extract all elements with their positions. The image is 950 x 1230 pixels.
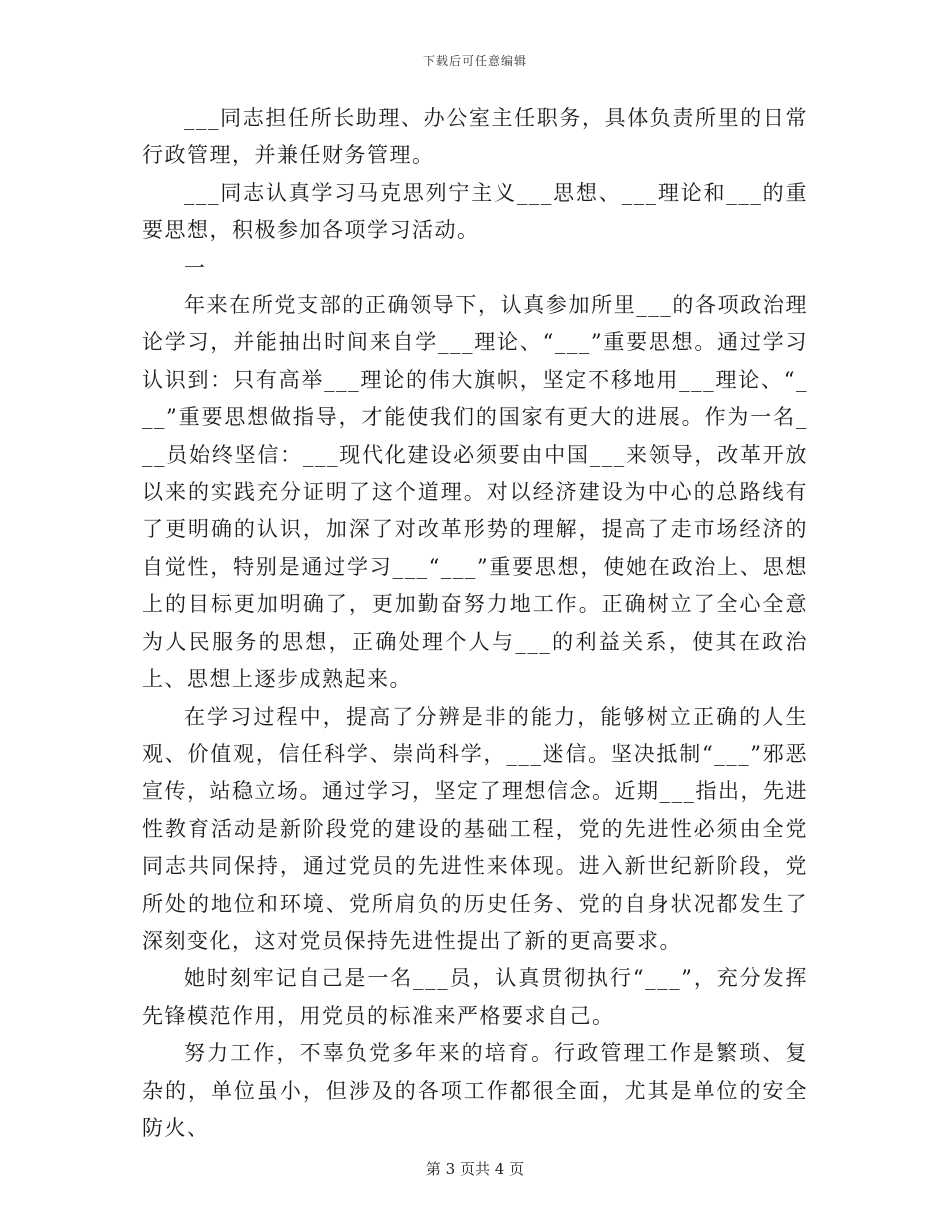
paragraph: 努力工作，不辜负党多年来的培育。行政管理工作是繁琐、复杂的，单位虽小，但涉及的各项工作都很全面，尤其是单位的安全防火、 <box>142 1041 808 1140</box>
paragraph: 一 <box>184 255 207 280</box>
paragraph: ___同志认真学习马克思列宁主义___思想、___理论和___的重要思想，积极参加各项学习活动。 <box>142 180 808 243</box>
paragraph: ___同志担任所长助理、办公室主任职务，具体负责所里的日常行政管理，并兼任财务管理。 <box>142 106 808 168</box>
page-footer: 第 3 页共 4 页 <box>425 1160 525 1178</box>
paragraph: 她时刻牢记自己是一名___员，认真贯彻执行“___”，充分发挥先锋模范作用，用党员的标准来严格要求自己。 <box>142 966 808 1028</box>
paragraph: 年来在所党支部的正确领导下，认真参加所里___的各项政治理论学习，并能抽出时间来自学___理论、“___”重要思想。通过学习认识到：只有高举___理论的伟大旗帜，坚定不移地用___理论、“___”重要思想做指导，才能使我们的国家有更大的进展。作为一名___员始终坚信：___现代化建设必须要由中国___来领导，改革开放以来的实践充分证明了这个道理。对以经济建设为中心的总路线有了更明确的认识，加深了对改革形势的理解，提高了走市场经济的自觉性，特别是通过学习___“___”重要思想，使她在政治上、思想上的目标更加明确了，更加勤奋努力地工作。正确树立了全心全意为人民服务的思想，正确处理个人与___的利益关系，使其在政治上、思想上逐步成熟起来。 <box>142 293 808 692</box>
page-header: 下载后可任意编辑 <box>422 54 527 68</box>
paragraph: 在学习过程中，提高了分辨是非的能力，能够树立正确的人生观、价值观，信任科学、崇尚科学，___迷信。坚决抵制“___”邪恶宣传，站稳立场。通过学习，坚定了理想信念。近期___指出，先进性教育活动是新阶段党的建设的基础工程，党的先进性必须由全党同志共同保持，通过党员的先进性来体现。进入新世纪新阶段，党所处的地位和环境、党所肩负的历史任务、党的自身状况都发生了深刻变化，这对党员保持先进性提出了新的更高要求。 <box>142 704 808 953</box>
document-body <box>142 100 808 1147</box>
